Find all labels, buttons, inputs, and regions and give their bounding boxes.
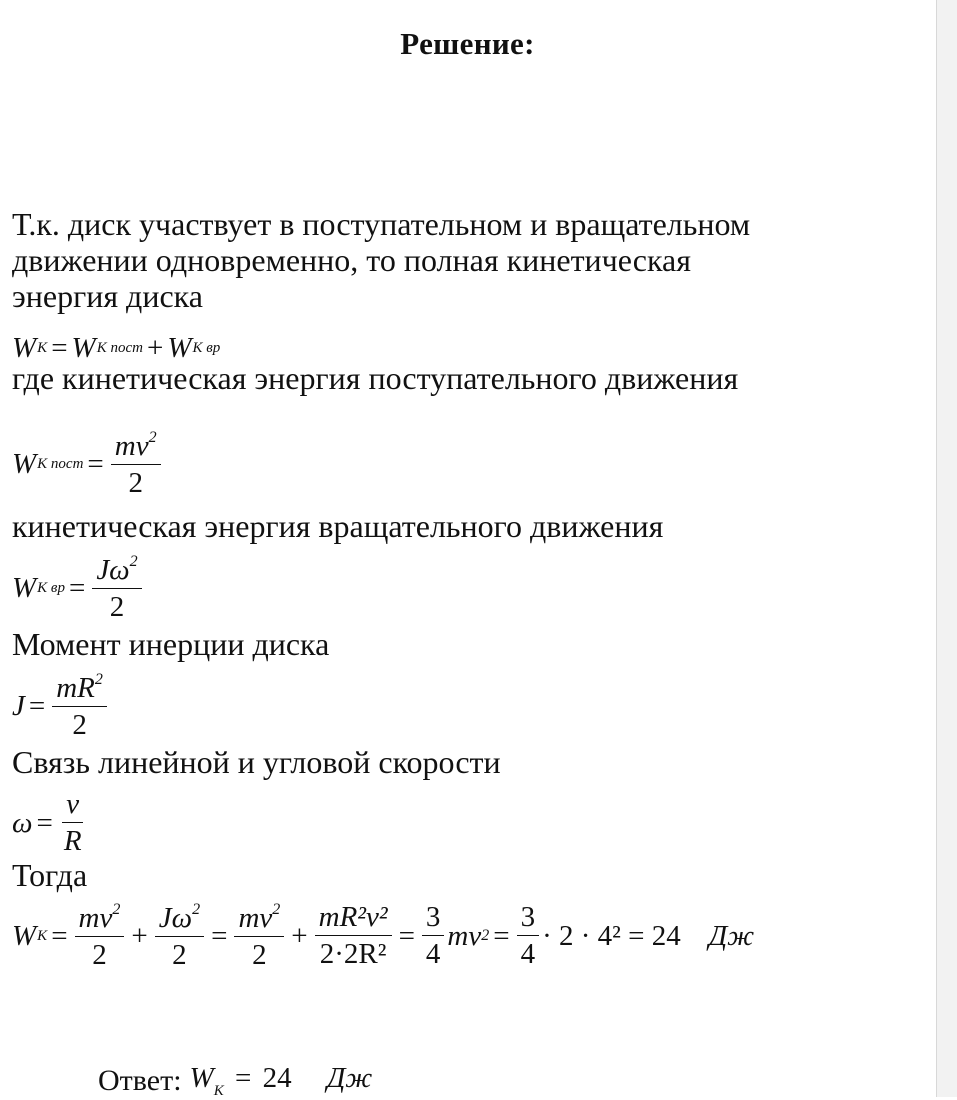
equals-sign: = [28,689,46,722]
answer-line [98,1062,372,1100]
equals-sign: = [87,447,104,480]
exponent: 2 [112,901,121,918]
plus-sign: + [146,332,164,364]
formula-velocity-relation [12,790,89,856]
subscript-K-vr: K вр [37,579,65,596]
formula-rotational-energy [12,554,145,622]
intro-text-line-3: энергия диска [12,278,203,314]
equals-sign: = [51,332,68,364]
denominator: 2 [109,591,125,623]
symbol-omega: ω [12,806,33,839]
fraction [517,903,540,969]
denominator: 2 [72,709,87,741]
symbol-W: W [12,447,37,480]
numerator-mR: mR [56,672,95,704]
denominator: 2 [128,467,143,499]
formula-moment-of-inertia [12,672,110,740]
exponent: 2 [192,901,201,918]
equals-sign: = [68,571,86,604]
denominator-4: 4 [520,938,536,970]
numerator-mR2v2: mR²v² [315,903,392,936]
text-then: Тогда [12,857,88,893]
subscript-K-vr: K вр [192,340,221,356]
page-title: Решение: [400,26,535,61]
exponent: 2 [148,429,157,446]
exponent: 2 [272,901,281,918]
formula-translational-energy [12,430,164,498]
subscript-K-post: K пост [96,340,143,356]
numerator-mv: mv [114,430,149,462]
subscript-K: K [213,1083,224,1099]
fraction [75,902,125,970]
fraction [315,903,392,969]
denominator: 2 [252,939,267,971]
numerator-v: v [62,790,83,823]
intro-text-line-2: движении одновременно, то полная кинетическая [12,242,691,278]
exponent: 2 [481,927,490,944]
text-velocity-relation: Связь линейной и угловой скорости [12,744,501,780]
intro-text-line-1: Т.к. диск участвует в поступательном и вращательном [12,206,751,242]
subscript-K-post: K пост [37,455,84,472]
fraction [52,672,107,740]
fraction [422,903,445,969]
symbol-W: W [71,332,96,364]
plus-sign: + [291,919,308,952]
denominator: 2 [172,939,187,971]
equals-sign: = [398,919,415,952]
numeric-result: · 2 · 4² = 24 [542,919,681,952]
denominator-R: R [63,825,82,857]
answer-value: 24 [262,1062,292,1094]
fraction [92,554,141,622]
unit-joule: Дж [708,919,755,952]
equals-sign: = [36,806,53,839]
subscript-K: K [37,927,48,944]
numerator-Jw: Jω [158,902,193,934]
denominator-2-2R2: 2·2R² [319,938,387,970]
equals-sign: = [211,919,228,952]
unit-joule: Дж [326,1062,373,1094]
symbol-W: W [12,919,37,952]
symbol-J: J [12,689,25,722]
numerator-3: 3 [422,903,445,936]
fraction [111,430,161,498]
symbol-W: W [12,571,37,604]
numerator-Jw: Jω [96,554,130,586]
symbol-W: W [189,1062,214,1094]
text-moment-of-inertia: Момент инерции диска [12,626,330,662]
answer-label: Ответ: [98,1064,182,1097]
symbol-W: W [167,332,192,364]
equals-sign: = [493,919,510,952]
denominator-4: 4 [425,938,441,970]
symbol-W: W [12,332,37,364]
answer-expression [190,1062,373,1100]
numerator-mv: mv [78,902,113,934]
scrollbar[interactable] [936,0,957,1097]
subscript-K: K [37,340,48,356]
equals-sign: = [234,1062,252,1094]
numerator-mv: mv [238,902,273,934]
fraction [155,902,204,970]
text-rotational-energy: кинетическая энергия вращательного движения [12,508,664,544]
fraction [60,790,86,856]
plus-sign: + [131,919,148,952]
exponent: 2 [94,671,103,688]
fraction [234,902,284,970]
text-translational-energy: где кинетическая энергия поступательного движения [12,360,739,396]
formula-final-calculation [12,902,754,970]
denominator: 2 [92,939,107,971]
numerator-3: 3 [517,903,540,936]
term-mv: mv [447,919,482,952]
exponent: 2 [129,553,138,570]
equals-sign: = [51,919,68,952]
